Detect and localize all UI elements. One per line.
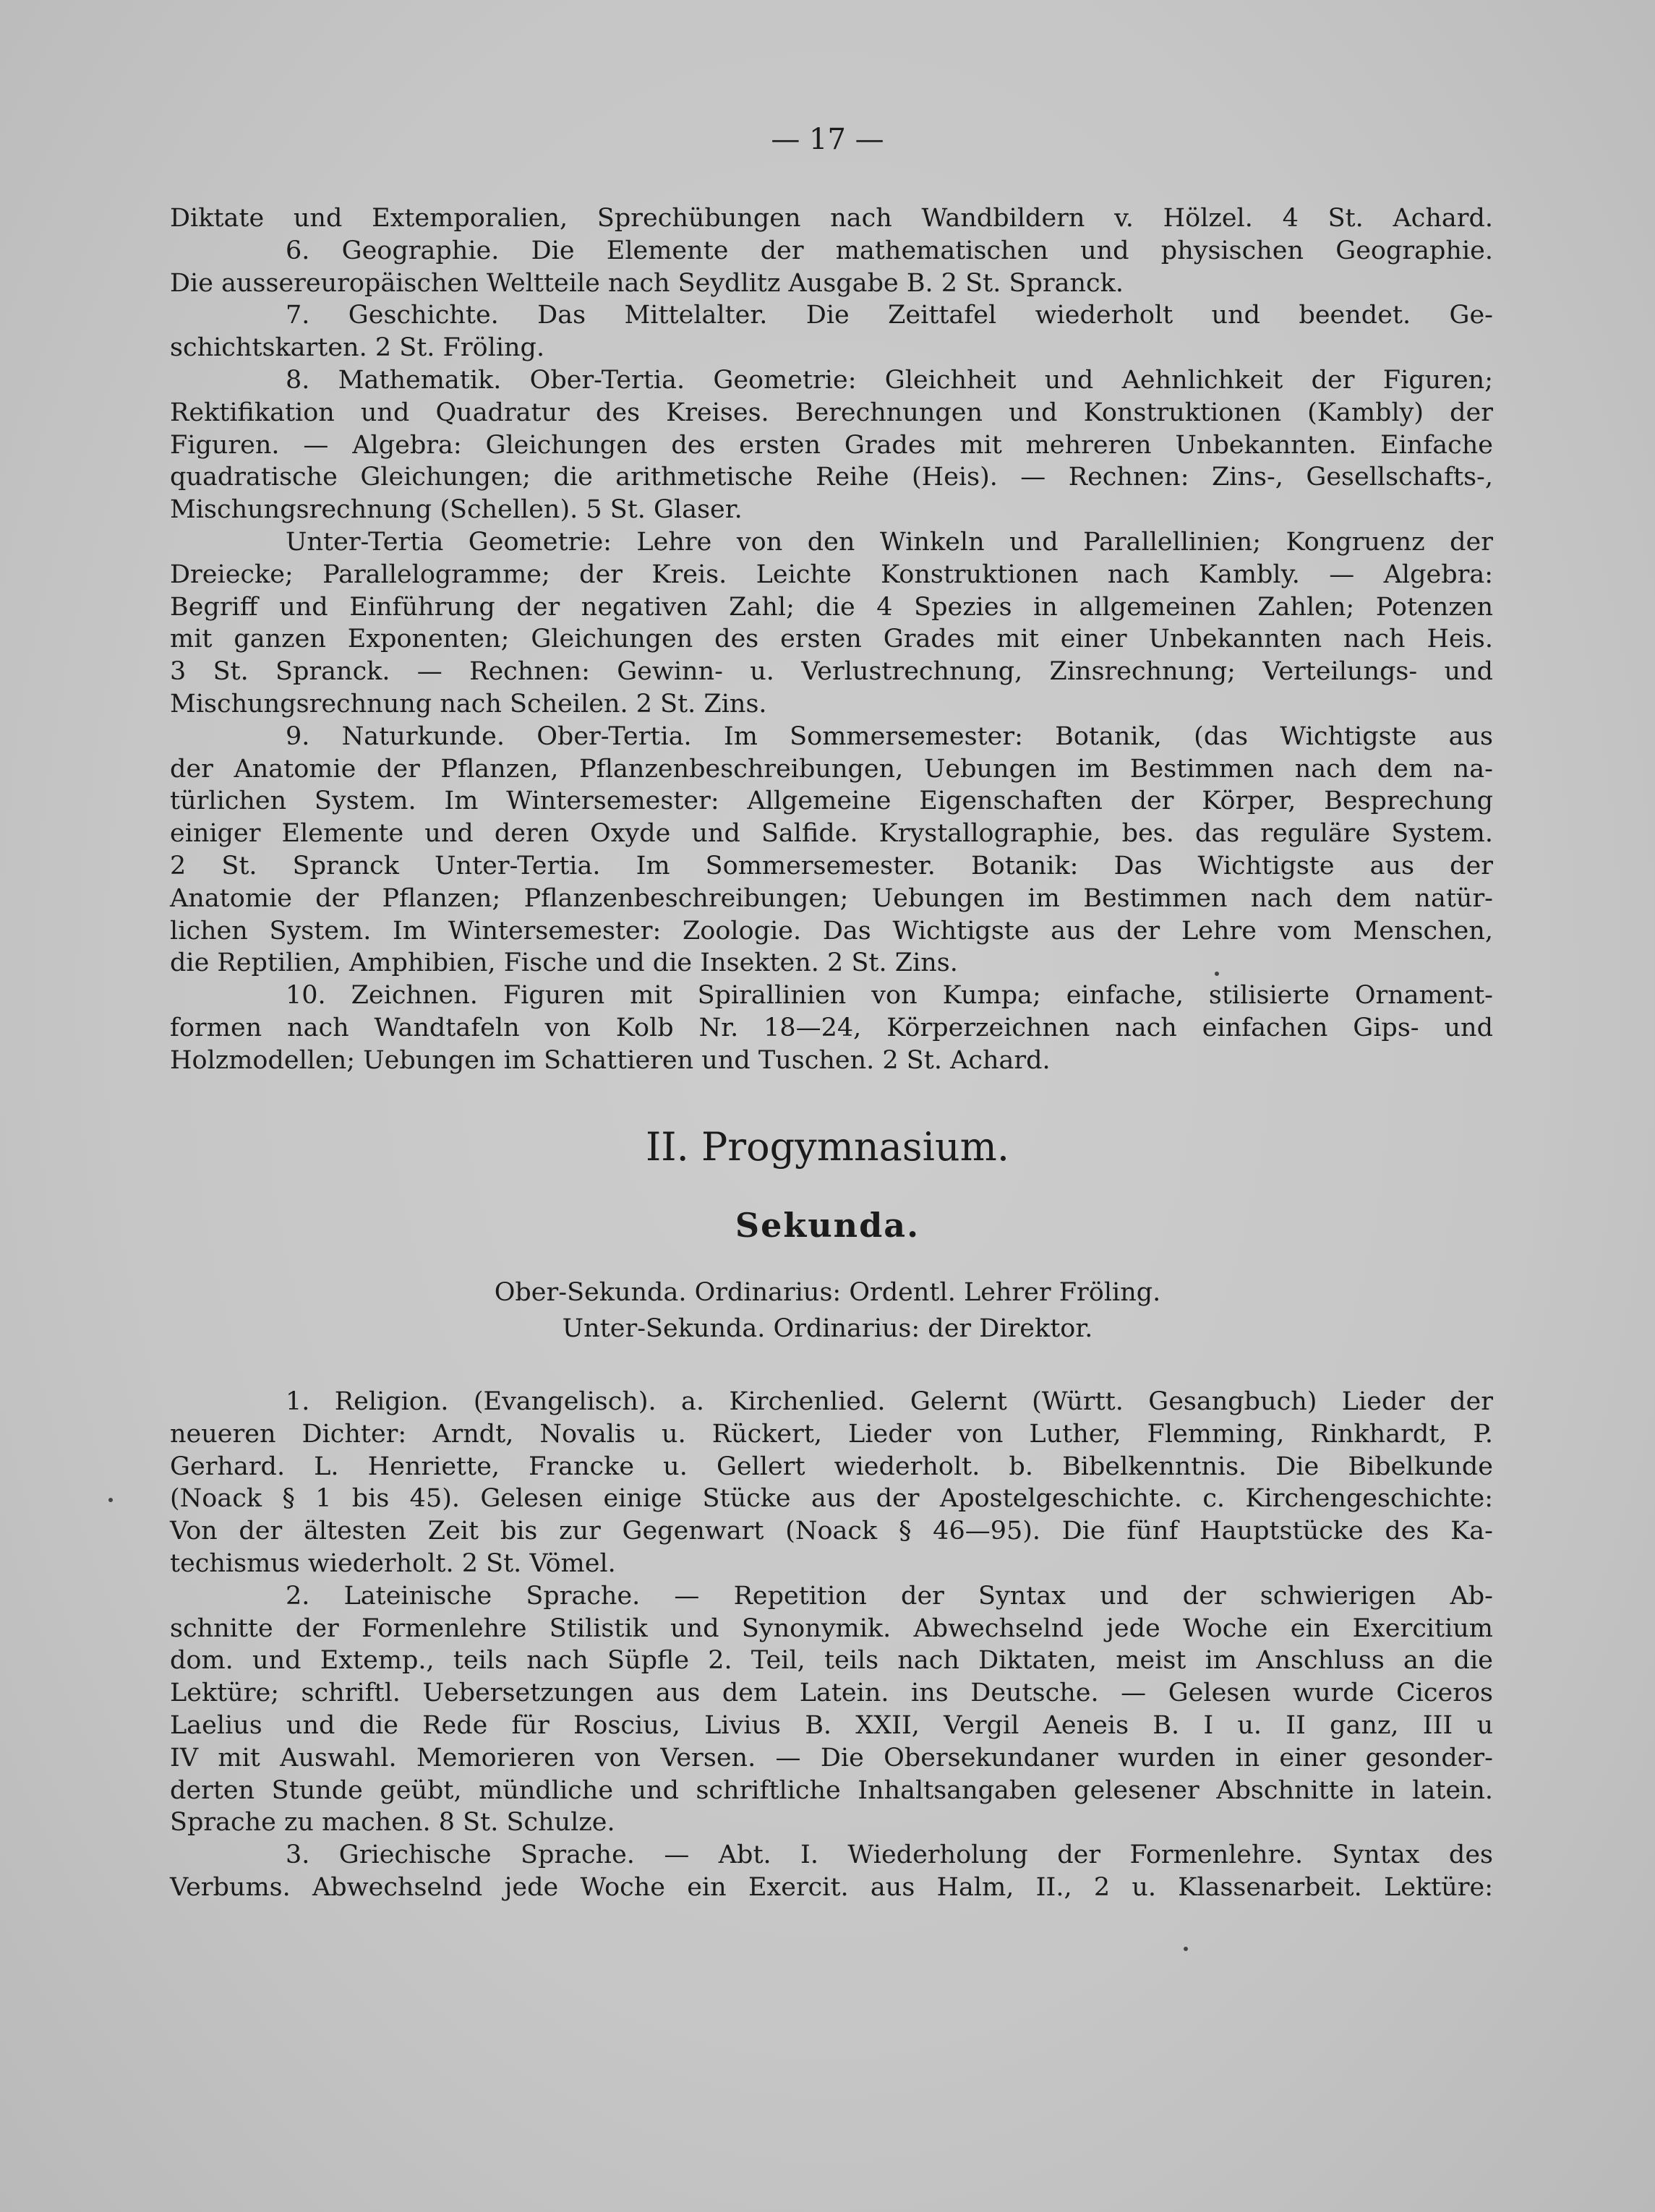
ink-speck <box>1184 1947 1188 1951</box>
text-line: einiger Elemente und deren Oxyde und Salfide. Krystallographie, bes. das reguläre System. <box>170 819 1493 849</box>
text-line: Anatomie der Pflanzen; Pflanzenbeschreibungen; Uebungen im Bestimmen nach dem natür- <box>170 883 1493 913</box>
text-line: 10. Zeichnen. Figuren mit Spirallinien von Kumpa; einfache, stilisierte Ornament- <box>286 981 1493 1011</box>
text-line: Lektüre; schriftl. Uebersetzungen aus dem Latein. ins Deutsche. — Gelesen wurde Ciceros <box>170 1679 1493 1708</box>
text-line: formen nach Wandtafeln von Kolb Nr. 18—24, Körperzeichnen nach einfachen Gips- und <box>170 1013 1493 1042</box>
text-line: Diktate und Extemporalien, Sprechübungen nach Wandbildern v. Hölzel. 4 St. Achard. <box>170 204 1493 233</box>
text-line: 9. Naturkunde. Ober-Tertia. Im Sommersemester: Botanik, (das Wichtigste aus <box>286 721 1493 751</box>
text-line: techismus wiederholt. 2 St. Vömel. <box>170 1548 616 1578</box>
text-line: Begriff und Einführung der negativen Zahl; die 4 Spezies in allgemeinen Zahlen; Potenzen <box>170 592 1493 622</box>
text-line: Mischungsrechnung (Schellen). 5 St. Glaser. <box>170 495 743 525</box>
ink-speck <box>108 1498 113 1502</box>
ink-speck <box>1215 972 1219 976</box>
curriculum-block-sekunda <box>170 1386 1493 1904</box>
text-line: Verbums. Abwechselnd jede Woche ein Exercit. aus Halm, II., 2 u. Klassenarbeit. Lektüre: <box>170 1872 1493 1902</box>
text-line: Holzmodellen; Uebungen im Schattieren und Tuschen. 2 St. Achard. <box>170 1045 1051 1075</box>
ordinarius-ober-sekunda: Ober-Sekunda. Ordinarius: Ordentl. Lehrer Fröling. <box>494 1278 1161 1307</box>
text-line: schnitte der Formenlehre Stilistik und Synonymik. Abwechselnd jede Woche ein Exercitium <box>170 1613 1493 1643</box>
text-line: quadratische Gleichungen; die arithmetische Reihe (Heis). — Rechnen: Zins-, Gesellschafts-, <box>170 463 1493 492</box>
text-line: 2 St. Spranck Unter-Tertia. Im Sommersemester. Botanik: Das Wichtigste aus der <box>170 851 1493 880</box>
text-line: 1. Religion. (Evangelisch). a. Kirchenlied. Gelernt (Württ. Gesangbuch) Lieder der <box>286 1387 1493 1416</box>
text-line: IV mit Auswahl. Memorieren von Versen. — Die Obersekundaner wurden in einer gesonder- <box>170 1743 1493 1772</box>
text-line: 6. Geographie. Die Elemente der mathematischen und physischen Geographie. <box>286 236 1493 265</box>
section-subtitle: Sekunda. <box>735 1206 920 1245</box>
curriculum-block-tertia <box>170 202 1493 1077</box>
text-line: 7. Geschichte. Das Mittelalter. Die Zeittafel wiederholt und beendet. Ge- <box>286 301 1493 330</box>
text-line: Figuren. — Algebra: Gleichungen des ersten Grades mit mehreren Unbekannten. Einfache <box>170 430 1493 460</box>
text-line: dom. und Extemp., teils nach Süpfle 2. Teil, teils nach Diktaten, meist im Anschluss an die <box>170 1646 1493 1676</box>
text-line: türlichen System. Im Wintersemester: Allgemeine Eigenschaften der Körper, Besprechung <box>170 786 1493 816</box>
text-line: 2. Lateinische Sprache. — Repetition der Syntax und der schwierigen Ab- <box>286 1581 1493 1611</box>
text-line: Mischungsrechnung nach Scheilen. 2 St. Zins. <box>170 689 767 719</box>
text-line: Unter-Tertia Geometrie: Lehre von den Winkeln und Parallellinien; Kongruenz der <box>286 527 1493 557</box>
ordinarius-unter-sekunda: Unter-Sekunda. Ordinarius: der Direktor. <box>562 1314 1093 1343</box>
text-line: Von der ältesten Zeit bis zur Gegenwart (Noack § 46—95). Die fünf Hauptstücke des Ka- <box>170 1517 1493 1546</box>
text-line: Sprache zu machen. 8 St. Schulze. <box>170 1808 615 1838</box>
text-line: Rektifikation und Quadratur des Kreises. Berechnungen und Konstruktionen (Kambly) der <box>170 398 1493 427</box>
text-line: Die aussereuropäischen Weltteile nach Seydlitz Ausgabe B. 2 St. Spranck. <box>170 268 1124 298</box>
text-line: Gerhard. L. Henriette, Francke u. Gellert wiederholt. b. Bibelkenntnis. Die Bibelkunde <box>170 1452 1493 1481</box>
text-line: 3. Griechische Sprache. — Abt. I. Wiederholung der Formenlehre. Syntax des <box>286 1840 1493 1870</box>
text-line: lichen System. Im Wintersemester: Zoologie. Das Wichtigste aus der Lehre vom Menschen, <box>170 916 1493 946</box>
text-line: mit ganzen Exponenten; Gleichungen des ersten Grades mit einer Unbekannten nach Heis. <box>170 625 1493 654</box>
text-line: 8. Mathematik. Ober-Tertia. Geometrie: Gleichheit und Aehnlichkeit der Figuren; <box>286 365 1493 395</box>
page-number: — 17 — <box>771 123 884 156</box>
text-line: derten Stunde geübt, mündliche und schriftliche Inhaltsangaben gelesener Abschnitte in latein. <box>170 1775 1493 1805</box>
text-line: 3 St. Spranck. — Rechnen: Gewinn- u. Verlustrechnung, Zinsrechnung; Verteilungs- und <box>170 657 1493 687</box>
text-line: (Noack § 1 bis 45). Gelesen einige Stücke aus der Apostelgeschichte. c. Kirchengeschichte: <box>170 1484 1493 1514</box>
text-line: schichtskarten. 2 St. Fröling. <box>170 333 545 363</box>
text-line: der Anatomie der Pflanzen, Pflanzenbeschreibungen, Uebungen im Bestimmen nach dem na- <box>170 754 1493 784</box>
text-line: neueren Dichter: Arndt, Novalis u. Rückert, Lieder von Luther, Flemming, Rinkhardt, P. <box>170 1419 1493 1449</box>
text-line: Dreiecke; Parallelogramme; der Kreis. Leichte Konstruktionen nach Kambly. — Algebra: <box>170 560 1493 589</box>
section-title: II. Progymnasium. <box>645 1124 1010 1170</box>
text-line: die Reptilien, Amphibien, Fische und die Insekten. 2 St. Zins. <box>170 948 958 978</box>
text-line: Laelius und die Rede für Roscius, Livius B. XXII, Vergil Aeneis B. I u. II ganz, III u <box>170 1710 1493 1740</box>
